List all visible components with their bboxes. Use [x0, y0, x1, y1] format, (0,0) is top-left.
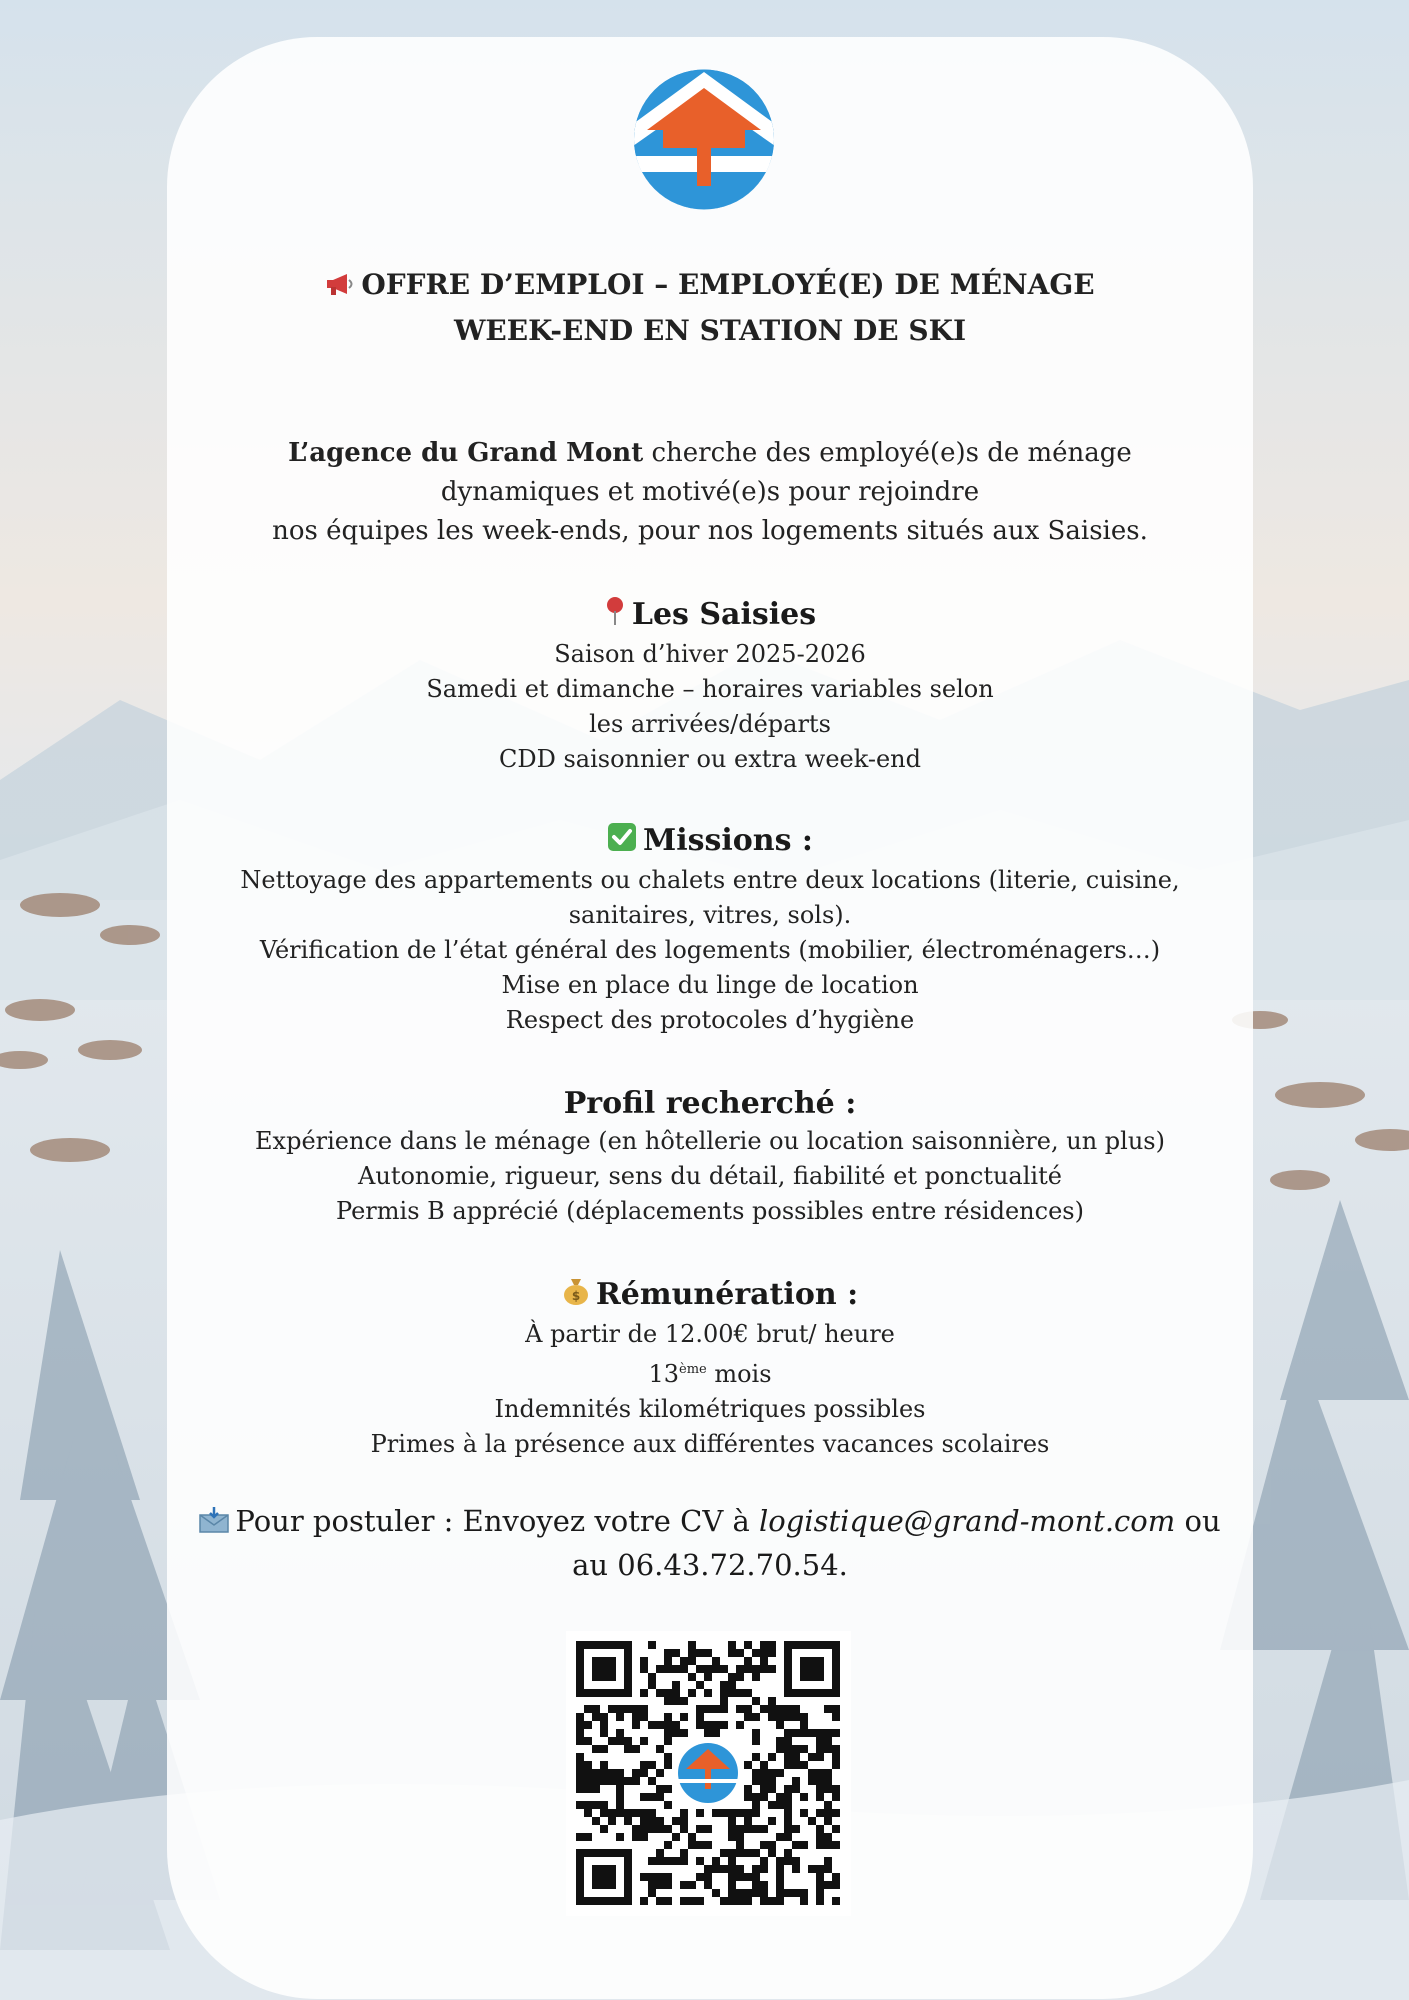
section-remuneration — [167, 1275, 1253, 1462]
profil-line: Autonomie, rigueur, sens du détail, fiabilité et ponctualité — [358, 1162, 1062, 1190]
missions-line: Mise en place du linge de location — [501, 970, 919, 999]
saisies-line: CDD saisonnier ou extra week-end — [499, 744, 921, 773]
check-icon — [607, 822, 637, 863]
title-line-2: WEEK-END EN STATION DE SKI — [453, 313, 967, 347]
profil-line: Permis B apprécié (déplacements possibles entre résidences) — [336, 1197, 1084, 1225]
profil-heading: Profil recherché : — [563, 1086, 857, 1121]
missions-line: sanitaires, vitres, sols). — [568, 900, 852, 929]
missions-line: Vérification de l’état général des logements (mobilier, électroménagers…) — [259, 935, 1161, 964]
title-line-1: OFFRE D’EMPLOI – EMPLOYÉ(E) DE MÉNAGE — [361, 268, 1095, 301]
remuneration-heading: Rémunération : — [595, 1277, 859, 1312]
saisies-line: Saison d’hiver 2025-2026 — [554, 639, 866, 668]
svg-text:$: $ — [571, 1288, 581, 1303]
saisies-line: Samedi et dimanche – horaires variables selon — [426, 674, 994, 703]
intro-line-3: nos équipes les week-ends, pour nos logements situés aux Saisies. — [272, 516, 1148, 546]
offer-title — [167, 263, 1253, 353]
phone-number[interactable]: au 06.43.72.70.54. — [572, 1548, 848, 1582]
remuneration-line-13eme: 13ème mois — [648, 1359, 772, 1388]
missions-heading: Missions : — [642, 823, 813, 858]
section-profil — [167, 1084, 1253, 1229]
email-link[interactable]: logistique@grand-mont.com — [759, 1504, 1176, 1538]
remuneration-line: Indemnités kilométriques possibles — [494, 1394, 926, 1423]
apply-instructions: Pour postuler : Envoyez votre CV à logistique@grand-mont.com ou au 06.43.72.70.54. — [167, 1500, 1253, 1586]
apply-prefix: Pour postuler : Envoyez votre CV à — [235, 1504, 759, 1538]
agency-logo — [633, 68, 775, 211]
missions-line: Nettoyage des appartements ou chalets entre deux locations (literie, cuisine, — [240, 865, 1180, 894]
remuneration-line: À partir de 12.00€ brut/ heure — [525, 1319, 895, 1348]
pin-icon — [604, 596, 626, 637]
intro-paragraph — [167, 434, 1253, 551]
saisies-heading: Les Saisies — [631, 597, 817, 632]
missions-line: Respect des protocoles d’hygiène — [505, 1005, 915, 1034]
intro-line-2: dynamiques et motivé(e)s pour rejoindre — [440, 477, 980, 507]
section-missions — [167, 821, 1253, 1038]
profil-line: Expérience dans le ménage (en hôtellerie ou location saisonnière, un plus) — [255, 1127, 1165, 1155]
megaphone-icon — [325, 265, 355, 309]
job-offer-content — [167, 0, 1253, 2000]
remuneration-line: Primes à la présence aux différentes vacances scolaires — [370, 1429, 1050, 1458]
section-saisies — [167, 595, 1253, 777]
envelope-icon — [199, 1502, 229, 1544]
qr-code[interactable] — [566, 1631, 851, 1916]
agency-name: L’agence du Grand Mont — [288, 438, 644, 468]
intro-line-1: cherche des employé(e)s de ménage — [643, 438, 1132, 468]
moneybag-icon — [562, 1276, 590, 1317]
saisies-line: les arrivées/départs — [589, 709, 831, 738]
